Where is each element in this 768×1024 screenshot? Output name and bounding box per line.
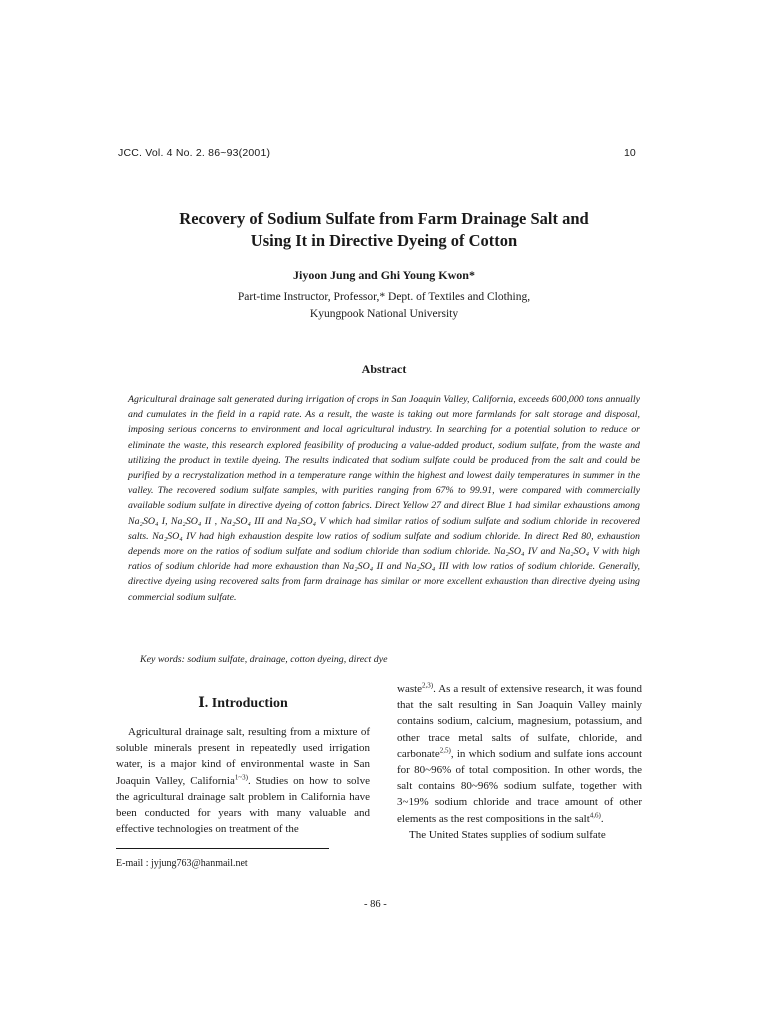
- intro-text: waste: [397, 683, 423, 695]
- authors: Jiyoon Jung and Ghi Young Kwon*: [293, 268, 475, 282]
- citation: 2,5): [439, 746, 451, 755]
- title-line-1: Recovery of Sodium Sulfate from Farm Drainage Salt and: [179, 209, 589, 228]
- corner-number: 10: [624, 147, 636, 159]
- intro-paragraph-continued: [397, 681, 642, 827]
- intro-paragraph-1: [116, 724, 370, 837]
- affiliation-line-2: Kyungpook National University: [309, 308, 459, 320]
- intro-text: , in which sodium and sulfate ions account for 80~96% of total composition. In other words, the salt contains 80~96% sodium sulfate, together with 3~19% sodium chloride and trace amount of other elements as the rest compositions in the salt: [397, 747, 642, 825]
- abstract-text: Agricultural drainage salt generated during irrigation of crops in San Joaquin Valley, California, exceeds 600,000 tons annually and cumulates in the field in a rapid rate. As a result, the waste is taking out more farmlands for salt storage and disposal, imposing serious concerns to environment and local agricultural industry. In searching for a potential solution to reduce or eliminate the waste, this research explored feasibility of producing a value-added product, sodium sulfate, from the waste and utilizing the product in textile dyeing. The results indicated that sodium sulfate could be produced from the salt and could be purified by a recrystalization method in a temperature range within the highest and lowest daily temperatures in summer in the valley. The recovered sodium sulfate samples, with purities ranging from 67% to 99.91, were compared with commercially available sodium sulfate in directive dyeing of cotton fabrics. Direct Yellow 27 and direct Blue 1 had similar exhaustions among Na₂SO₄ I, Na₂SO₄ II , Na₂SO₄ III and Na₂SO₄ V which had similar ratios of sodium sulfate and sodium chloride in recovered salts. Na₂SO₄ IV had high exhaustion despite low ratios of sodium sulfate and sodium chloride. In direct Red 80, exhaustion depends more on the ratios of sodium sulfate and sodium chloride than sodium chloride. Na₂SO₄ IV and Na₂SO₄ V with high ratios of sodium chloride had more exhaustion than Na₂SO₄ II and Na₂SO₄ III with low ratios of sodium chloride. Generally, directive dyeing using recovered salts from farm drainage has similar or more excellent exhaustion than directive dyeing using commercial sodium sulfate.: [128, 394, 640, 603]
- left-column: [116, 683, 370, 837]
- intro-text: . Studies on how to solve the agricultural drainage salt problem in California have been conducted for years with many valuable and effective technologies on treatment of the: [116, 774, 370, 836]
- citation: 4,6): [589, 810, 601, 819]
- page-number: - 86 -: [364, 899, 387, 910]
- paper-title: [100, 208, 668, 252]
- title-line-2: Using It in Directive Dyeing of Cotton: [250, 231, 518, 250]
- footnote-email: E-mail : jyjung763@hanmail.net: [116, 858, 248, 869]
- intro-text: .: [600, 812, 604, 825]
- affiliation-line-1: Part-time Instructor, Professor,* Dept. of Textiles and Clothing,: [237, 291, 531, 303]
- right-column: [397, 681, 642, 843]
- intro-paragraph-2: The United States supplies of sodium sulfate: [409, 828, 606, 841]
- citation: 2,3): [422, 681, 434, 690]
- section-heading-introduction: Ⅰ. Introduction: [198, 696, 288, 711]
- keywords: Key words: sodium sulfate, drainage, cotton dyeing, direct dye: [140, 654, 388, 665]
- abstract-heading: Abstract: [361, 362, 407, 376]
- intro-text: . As a result of extensive research, it was found that the salt resulting in San Joaquin Valley mainly contains sodium, calcium, magnesium, potassium, and other trace metal salts of sulfate, chloride, and carbonate: [397, 683, 642, 760]
- footnote-divider: [116, 848, 329, 849]
- intro-text: Agricultural drainage salt, resulting from a mixture of soluble minerals present in repeatedly used irrigation water, is a major kind of environmental waste in San Joaquin Valley, California: [116, 726, 370, 787]
- affiliation: [100, 289, 668, 323]
- citation: 1~3): [234, 772, 248, 781]
- journal-reference: JCC. Vol. 4 No. 2. 86~93(2001): [118, 147, 271, 159]
